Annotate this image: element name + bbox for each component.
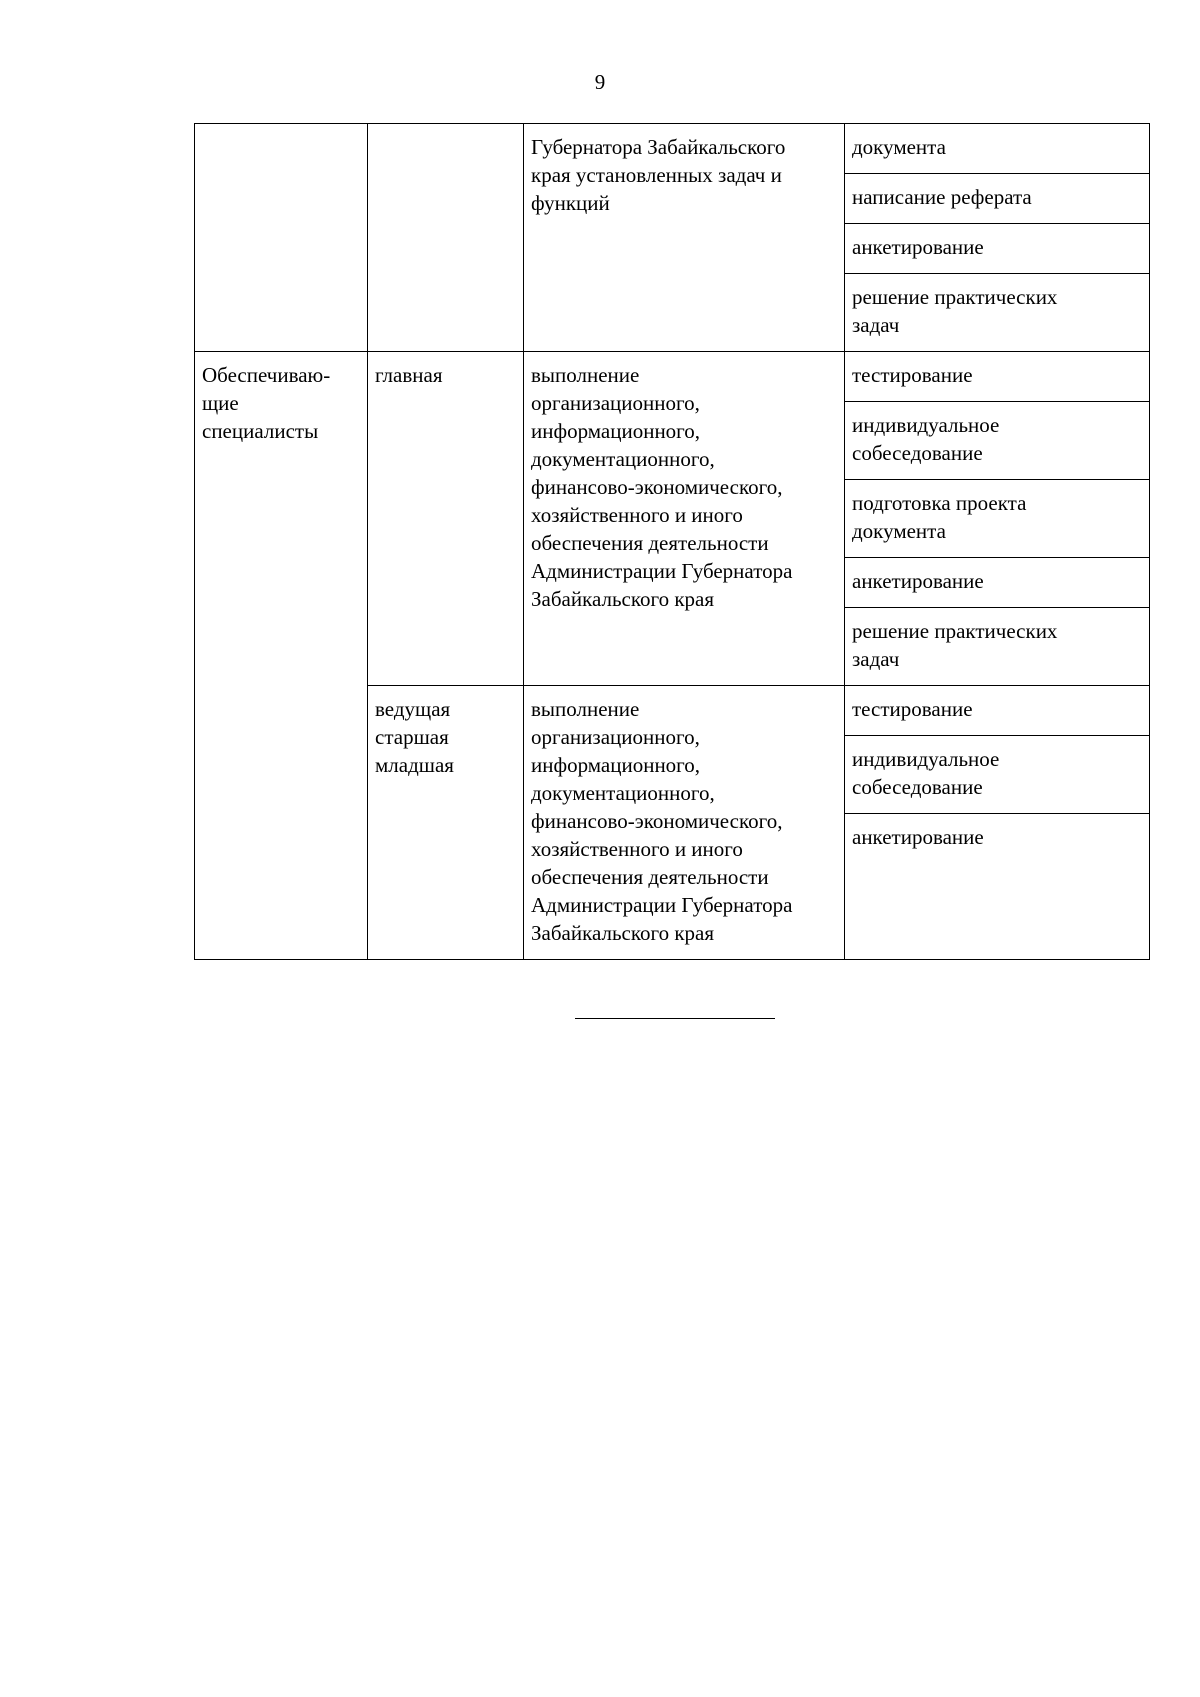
method-line: анкетирование (852, 235, 984, 259)
method-line: индивидуальное (852, 413, 1000, 437)
method-line: решение практических (852, 285, 1058, 309)
page-number: 9 (594, 70, 606, 94)
method-cell (845, 736, 1150, 814)
function-line: обеспечения деятельности (531, 865, 769, 889)
category-cell (195, 352, 368, 960)
function-line: выполнение (531, 697, 640, 721)
category-line: специалисты (202, 419, 319, 443)
function-line: документационного, (531, 447, 715, 471)
method-cell (845, 402, 1150, 480)
function-line: организационного, (531, 725, 700, 749)
function-line: Губернатора Забайкальского (531, 135, 786, 159)
end-of-document-rule (575, 1018, 775, 1019)
method-cell (845, 352, 1150, 402)
group-cell (368, 686, 524, 960)
method-line: документа (852, 135, 946, 159)
group-line: младшая (375, 753, 454, 777)
group-line: ведущая (375, 697, 451, 721)
function-line: финансово-экономического, (531, 475, 783, 499)
function-cell (524, 686, 845, 960)
group-line: старшая (375, 725, 449, 749)
function-line: хозяйственного и иного (531, 837, 743, 861)
category-line: щие (202, 391, 239, 415)
function-line: выполнение (531, 363, 640, 387)
method-line: подготовка проекта (852, 491, 1027, 515)
category-line: Обеспечиваю- (202, 363, 331, 387)
method-line: задач (852, 647, 900, 671)
method-line: индивидуальное (852, 747, 1000, 771)
method-line: задач (852, 313, 900, 337)
method-line: анкетирование (852, 569, 984, 593)
method-cell (845, 814, 1150, 960)
function-line: Администрации Губернатора (531, 559, 793, 583)
method-line: тестирование (852, 697, 973, 721)
group-line: главная (375, 363, 443, 387)
function-line: функций (531, 191, 610, 215)
method-cell (845, 480, 1150, 558)
group-cell-empty (368, 124, 524, 352)
method-line: тестирование (852, 363, 973, 387)
method-cell (845, 124, 1150, 174)
method-line: решение практических (852, 619, 1058, 643)
method-cell (845, 274, 1150, 352)
function-cell (524, 352, 845, 686)
group-cell (368, 352, 524, 686)
method-cell (845, 174, 1150, 224)
function-line: информационного, (531, 753, 701, 777)
function-cell (524, 124, 845, 352)
function-line: обеспечения деятельности (531, 531, 769, 555)
function-line: Забайкальского края (531, 587, 715, 611)
method-cell (845, 686, 1150, 736)
method-line: документа (852, 519, 946, 543)
qualification-table (194, 123, 1150, 960)
function-line: информационного, (531, 419, 701, 443)
function-line: Администрации Губернатора (531, 893, 793, 917)
method-line: собеседование (852, 775, 983, 799)
method-line: написание реферата (852, 185, 1032, 209)
method-line: анкетирование (852, 825, 984, 849)
category-cell-empty (195, 124, 368, 352)
method-cell (845, 224, 1150, 274)
function-line: документационного, (531, 781, 715, 805)
function-line: организационного, (531, 391, 700, 415)
method-cell (845, 558, 1150, 608)
function-line: финансово-экономического, (531, 809, 783, 833)
function-line: Забайкальского края (531, 921, 715, 945)
method-cell (845, 608, 1150, 686)
method-line: собеседование (852, 441, 983, 465)
function-line: хозяйственного и иного (531, 503, 743, 527)
function-line: края установленных задач и (531, 163, 782, 187)
